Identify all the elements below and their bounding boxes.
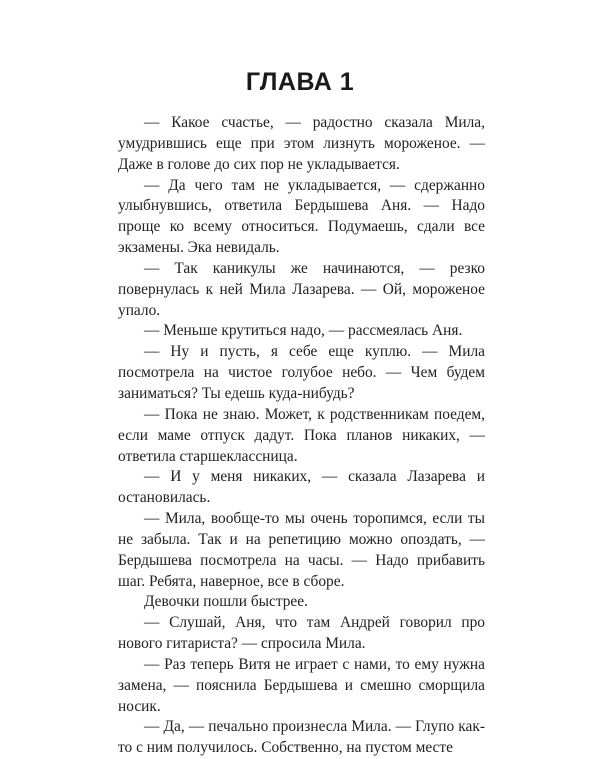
paragraph: — Мила, вообще-то мы очень торопимся, если ты не забыла. Так и на репетицию можно опоздать, — Бердышева посмотрела на часы. — Надо прибавить шаг. Ребята, наверное, все в сборе. [118,510,485,590]
paragraph: — Да чего там не укладывается, — сдержанно улыбнувшись, ответила Бердышева Аня. — Надо проще ко всему относиться. Подумаешь, сдали все экзамены. Эка невидаль. [118,176,485,257]
paragraph: — Раз теперь Витя не играет с нами, то ему нужна замена, — пояснила Бердышева и смешно сморщила носик. [118,655,485,715]
paragraph: Девочки пошли быстрее. [144,593,308,611]
paragraph: — Пока не знаю. Может, к родственникам поедем, если маме отпуск дадут. Пока планов никаких, — ответила старшеклассница. [118,405,485,465]
chapter-text [118,113,485,759]
paragraph: — Да, — печально произнесла Мила. — Глупо как-то с ним получилось. Собственно, на пустом месте [118,718,485,757]
paragraph: — Ну и пусть, я себе еще куплю. — Мила посмотрела на чистое голубое небо. — Чем будем заниматься? Ты едешь куда-нибудь? [118,343,485,402]
paragraph: — Какое счастье, — радостно сказала Мила, умудрившись еще при этом лизнуть мороженое. — Даже в голове до сих пор не укладывается. [118,114,485,173]
paragraph: — Слушай, Аня, что там Андрей говорил про нового гитариста? — спросила Мила. [118,614,485,653]
chapter-title: ГЛАВА 1 [245,68,355,96]
paragraph: — И у меня никаких, — сказала Лазарева и остановилась. [118,468,485,507]
paragraph: — Так каникулы же начинаются, — резко повернулась к ней Мила Лазарева. — Ой, мороженое упало. [118,259,485,319]
paragraph: — Меньше крутиться надо, — рассмеялась Аня. [144,322,463,340]
